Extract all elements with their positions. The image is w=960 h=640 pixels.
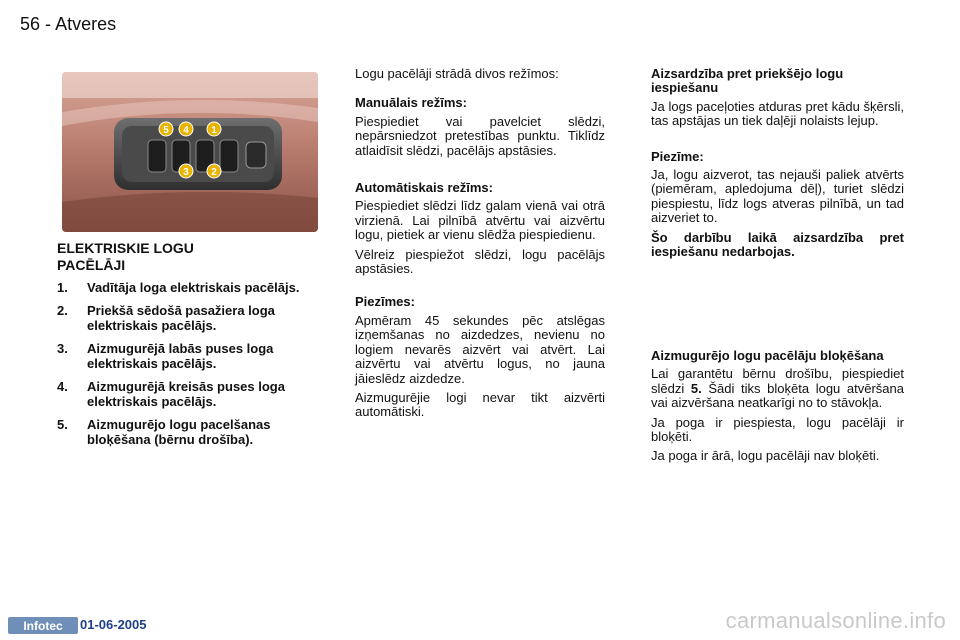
manual-mode-text: Piespiediet vai pavelciet slēdzi, nepārsniedzot pretestības punktu. Tiklīdz atlaidīsit slēdzi, pacēlājs apstāsies. — [355, 113, 605, 158]
title-line-1: ELEKTRISKIE LOGU — [57, 240, 194, 256]
item-text: Priekšā sēdošā pasažiera loga elektriskais pacēlājs. — [87, 303, 275, 333]
label-3: 3 — [183, 167, 189, 178]
item-number: 4. — [57, 379, 68, 394]
watermark: carmanualsonline.info — [725, 608, 946, 633]
infotec-badge: Infotec — [8, 617, 78, 634]
list-item — [57, 303, 313, 333]
title-line-2: PACĒLĀJI — [57, 257, 126, 273]
section-title — [57, 240, 287, 274]
door-panel-illustration — [62, 72, 318, 232]
child-lock-switch-number: 5. — [690, 380, 702, 396]
child-lock-text — [651, 367, 904, 410]
note-warning: Šo darbību laikā aizsardzība pret iespiešanu nedarbojas. — [651, 229, 904, 260]
header-separator: - — [45, 14, 52, 34]
footer-date: 01-06-2005 — [80, 617, 147, 632]
child-lock-text-before: Lai garantētu bērnu drošību, piespiediet slēdzi — [651, 366, 904, 396]
list-item — [57, 280, 313, 295]
note-text: Ja, logu aizverot, tas nejauši paliek atvērts (piemēram, apledojuma dēļ), turiet slēdzi piespiestu, līdz logs atveras pilnībā, un tad aizveriet to. — [651, 167, 904, 226]
page-number: 56 — [20, 14, 41, 34]
item-number: 1. — [57, 280, 68, 295]
label-4: 4 — [183, 125, 189, 136]
child-lock-text-after: Šādi tiks bloķēta logu atvēršana vai aizvēršana neatkarīgi no to stāvokļa. — [651, 380, 904, 411]
window-switch-photo — [62, 72, 318, 232]
right-column-bottom — [651, 349, 904, 469]
child-lock-text-2: Ja poga ir piespiesta, logu pacēlāji ir bloķēti. — [651, 414, 904, 445]
item-text: Aizmugurējā kreisās puses loga elektriskais pacēlājs. — [87, 379, 285, 409]
item-text: Vadītāja loga elektriskais pacēlājs. — [87, 280, 300, 295]
auto-mode-title: Automātiskais režīms: — [355, 180, 493, 196]
notes-title: Piezīmes: — [355, 294, 415, 310]
manual-mode-title: Manuālais režīms: — [355, 95, 467, 111]
notes-text-1: Apmēram 45 sekundes pēc atslēgas izņemšanas no aizdedzes, nevienu no logiem nevarēs aizvērt vai atvērt. Lai aizvērtu vai atvērtu logus, no jauna jāieslēdz aizdedze. — [355, 312, 605, 386]
auto-mode-text-2: Vēlreiz piespiežot slēdzi, logu pacēlājs apstāsies. — [355, 246, 605, 277]
modes-intro: Logu pacēlāji strādā divos režīmos: — [355, 66, 559, 81]
list-item — [57, 379, 313, 409]
child-lock-text-3: Ja poga ir ārā, logu pacēlāji nav bloķēti. — [651, 448, 880, 464]
item-number: 5. — [57, 417, 68, 432]
label-2: 2 — [211, 167, 217, 178]
note-title: Piezīme: — [651, 148, 704, 164]
item-number: 2. — [57, 303, 68, 318]
notes-text-2: Aizmugurējie logi nevar tikt aizvērti automātiski. — [355, 389, 605, 420]
item-text: Aizmugurējā labās puses loga elektriskais pacēlājs. — [87, 341, 274, 371]
page-header — [20, 14, 116, 35]
child-lock-title: Aizmugurējo logu pacēlāju bloķēšana — [651, 348, 884, 363]
pinch-protection-title: Aizsardzība pret priekšējo logu iespiešanu — [651, 66, 844, 96]
item-text: Aizmugurējo logu pacelšanas bloķēšana (bērnu drošība). — [87, 417, 271, 447]
item-number: 3. — [57, 341, 68, 356]
list-item — [57, 341, 313, 371]
switch-list — [57, 280, 313, 455]
middle-column — [355, 67, 605, 425]
right-column-top — [651, 67, 904, 264]
section-name: Atveres — [55, 14, 117, 34]
list-item — [57, 417, 313, 447]
auto-mode-text-1: Piespiediet slēdzi līdz galam vienā vai otrā virzienā. Lai pilnībā atvērtu vai aizvērtu logu, pietiek ar vienu slēdža piespiedienu. — [355, 198, 605, 243]
label-5: 5 — [163, 125, 169, 136]
pinch-protection-text: Ja logs paceļoties atduras pret kādu šķērsli, tas apstājas un tiek daļēji nolaists lejup. — [651, 98, 904, 129]
label-1: 1 — [211, 125, 217, 136]
